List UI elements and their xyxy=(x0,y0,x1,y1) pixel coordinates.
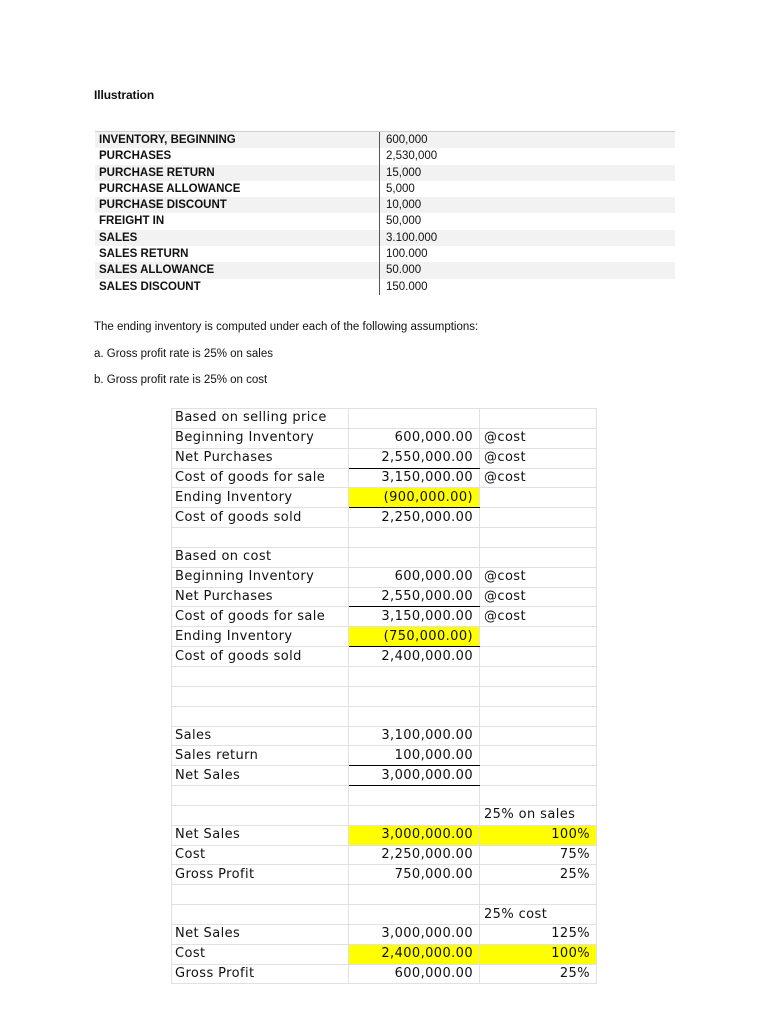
amount-cell: 2,550,000.00 xyxy=(349,448,480,468)
row-label: FREIGHT IN xyxy=(95,213,380,229)
empty-cell xyxy=(480,786,597,806)
row-value: 50.000 xyxy=(386,264,422,277)
amount-cell: 750,000.00 xyxy=(349,865,480,885)
empty-cell xyxy=(480,686,597,706)
spacer-row xyxy=(172,686,597,706)
row-value: 3.100.000 xyxy=(386,231,438,244)
amount-cell: 3,150,000.00 xyxy=(349,607,480,627)
row-value: 10,000 xyxy=(386,199,422,212)
row-label: INVENTORY, BEGINNING xyxy=(95,132,380,148)
basis-note: @cost xyxy=(480,428,597,448)
percent-cell: 125% xyxy=(480,924,597,944)
row-label: Beginning Inventory xyxy=(172,428,349,448)
empty-cell xyxy=(172,905,349,925)
amount-cell: 3,000,000.00 xyxy=(349,766,480,786)
row-label: SALES xyxy=(95,230,380,246)
row-value: 100.000 xyxy=(386,248,428,261)
sheet-row xyxy=(172,805,597,825)
highlighted-amount-cell: 3,000,000.00 xyxy=(349,825,480,845)
document-title: Illustration xyxy=(94,88,155,102)
basis-note xyxy=(480,508,597,528)
basis-note: @cost xyxy=(480,567,597,587)
empty-cell xyxy=(349,805,480,825)
assumption-b: b. Gross profit rate is 25% on cost xyxy=(94,374,268,386)
empty-cell xyxy=(480,528,597,548)
row-value: 150.000 xyxy=(386,280,428,293)
highlighted-percent-cell: 100% xyxy=(480,825,597,845)
row-label: Cost of goods sold xyxy=(172,508,349,528)
amount-cell: 3,150,000.00 xyxy=(349,468,480,488)
row-label: Sales return xyxy=(172,746,349,766)
row-label: PURCHASE RETURN xyxy=(95,165,380,181)
sheet-row xyxy=(172,905,597,925)
row-label: SALES DISCOUNT xyxy=(95,279,380,295)
empty-cell xyxy=(349,547,480,567)
sheet-row xyxy=(172,567,597,587)
sheet-row xyxy=(172,547,597,567)
table-row xyxy=(95,165,675,181)
row-label: Beginning Inventory xyxy=(172,567,349,587)
row-label: Cost of goods for sale xyxy=(172,468,349,488)
amount-cell: 2,400,000.00 xyxy=(349,647,480,667)
row-label: Gross Profit xyxy=(172,964,349,984)
sheet-row xyxy=(172,726,597,746)
amount-cell: 600,000.00 xyxy=(349,428,480,448)
empty-cell xyxy=(349,686,480,706)
empty-cell xyxy=(172,528,349,548)
empty-cell xyxy=(480,666,597,686)
row-label: Net Sales xyxy=(172,924,349,944)
row-label: Net Purchases xyxy=(172,448,349,468)
row-label: Net Sales xyxy=(172,766,349,786)
row-label: Cost xyxy=(172,944,349,964)
empty-cell xyxy=(480,766,597,786)
percent-cell: 25% xyxy=(480,865,597,885)
basis-note xyxy=(480,488,597,508)
row-label: Ending Inventory xyxy=(172,627,349,647)
table-row xyxy=(95,230,675,246)
empty-cell xyxy=(349,786,480,806)
basis-note: @cost xyxy=(480,468,597,488)
row-value: 5,000 xyxy=(386,182,415,195)
basis-note xyxy=(480,627,597,647)
spacer-row xyxy=(172,528,597,548)
row-label: Sales xyxy=(172,726,349,746)
empty-cell xyxy=(480,547,597,567)
empty-cell xyxy=(349,666,480,686)
amount-cell: 600,000.00 xyxy=(349,567,480,587)
empty-cell xyxy=(349,905,480,925)
empty-cell xyxy=(172,666,349,686)
row-label: Net Sales xyxy=(172,825,349,845)
sheet-row xyxy=(172,587,597,607)
amount-cell: 600,000.00 xyxy=(349,964,480,984)
row-label: Net Purchases xyxy=(172,587,349,607)
row-value: 2,530,000 xyxy=(386,150,438,163)
row-label: PURCHASES xyxy=(95,148,380,164)
sheet-row xyxy=(172,924,597,944)
empty-cell xyxy=(480,885,597,905)
table-row xyxy=(95,246,675,262)
sheet-row xyxy=(172,428,597,448)
table-row xyxy=(95,181,675,197)
basis-note: @cost xyxy=(480,448,597,468)
percent-cell: 75% xyxy=(480,845,597,865)
row-value: 600,000 xyxy=(386,134,428,146)
empty-cell xyxy=(349,706,480,726)
empty-cell xyxy=(172,805,349,825)
inventory-data-table xyxy=(95,131,675,295)
amount-cell: 3,100,000.00 xyxy=(349,726,480,746)
sheet-row xyxy=(172,627,597,647)
highlighted-amount-cell: 2,400,000.00 xyxy=(349,944,480,964)
percent-header: 25% cost xyxy=(480,905,597,925)
table-row xyxy=(95,279,675,295)
spacer-row xyxy=(172,885,597,905)
section-header: Based on cost xyxy=(172,547,349,567)
highlighted-amount-cell: (900,000.00) xyxy=(349,488,480,508)
sheet-row xyxy=(172,448,597,468)
highlighted-percent-cell: 100% xyxy=(480,944,597,964)
sheet-row xyxy=(172,766,597,786)
sheet-row xyxy=(172,409,597,429)
amount-cell: 100,000.00 xyxy=(349,746,480,766)
empty-cell xyxy=(349,409,480,429)
empty-cell xyxy=(480,409,597,429)
amount-cell: 2,250,000.00 xyxy=(349,508,480,528)
table-row xyxy=(95,213,675,229)
row-label: Cost of goods sold xyxy=(172,647,349,667)
spacer-row xyxy=(172,666,597,686)
empty-cell xyxy=(172,706,349,726)
empty-cell xyxy=(349,885,480,905)
row-label: Cost xyxy=(172,845,349,865)
row-label: Gross Profit xyxy=(172,865,349,885)
table-row xyxy=(95,197,675,213)
empty-cell xyxy=(172,885,349,905)
sheet-row xyxy=(172,964,597,984)
assumption-a: a. Gross profit rate is 25% on sales xyxy=(94,348,273,360)
row-value: 15,000 xyxy=(386,166,422,179)
empty-cell xyxy=(480,746,597,766)
empty-cell xyxy=(480,706,597,726)
basis-note: @cost xyxy=(480,607,597,627)
sheet-row xyxy=(172,825,597,845)
row-label: PURCHASE ALLOWANCE xyxy=(95,181,380,197)
sheet-row xyxy=(172,865,597,885)
sheet-row xyxy=(172,845,597,865)
sheet-row xyxy=(172,488,597,508)
basis-note: @cost xyxy=(480,587,597,607)
spacer-row xyxy=(172,786,597,806)
sheet-row xyxy=(172,508,597,528)
sheet-row xyxy=(172,468,597,488)
sheet-row xyxy=(172,647,597,667)
amount-cell: 2,550,000.00 xyxy=(349,587,480,607)
sheet-row xyxy=(172,607,597,627)
amount-cell: 3,000,000.00 xyxy=(349,924,480,944)
table-row xyxy=(95,148,675,164)
sheet-row xyxy=(172,746,597,766)
row-label: Cost of goods for sale xyxy=(172,607,349,627)
intro-paragraph: The ending inventory is computed under each of the following assumptions: xyxy=(94,321,479,333)
empty-cell xyxy=(172,786,349,806)
sheet-row xyxy=(172,944,597,964)
amount-cell: 2,250,000.00 xyxy=(349,845,480,865)
row-label: SALES RETURN xyxy=(95,246,380,262)
row-label: PURCHASE DISCOUNT xyxy=(95,197,380,213)
percent-cell: 25% xyxy=(480,964,597,984)
spacer-row xyxy=(172,706,597,726)
table-row xyxy=(95,132,675,148)
row-label: Ending Inventory xyxy=(172,488,349,508)
basis-note xyxy=(480,647,597,667)
row-label: SALES ALLOWANCE xyxy=(95,262,380,278)
empty-cell xyxy=(172,686,349,706)
empty-cell xyxy=(349,528,480,548)
section-header: Based on selling price xyxy=(172,409,349,429)
computation-spreadsheet xyxy=(171,408,597,984)
percent-header: 25% on sales xyxy=(480,805,597,825)
empty-cell xyxy=(480,726,597,746)
row-value: 50,000 xyxy=(386,215,422,228)
highlighted-amount-cell: (750,000.00) xyxy=(349,627,480,647)
table-row xyxy=(95,262,675,278)
